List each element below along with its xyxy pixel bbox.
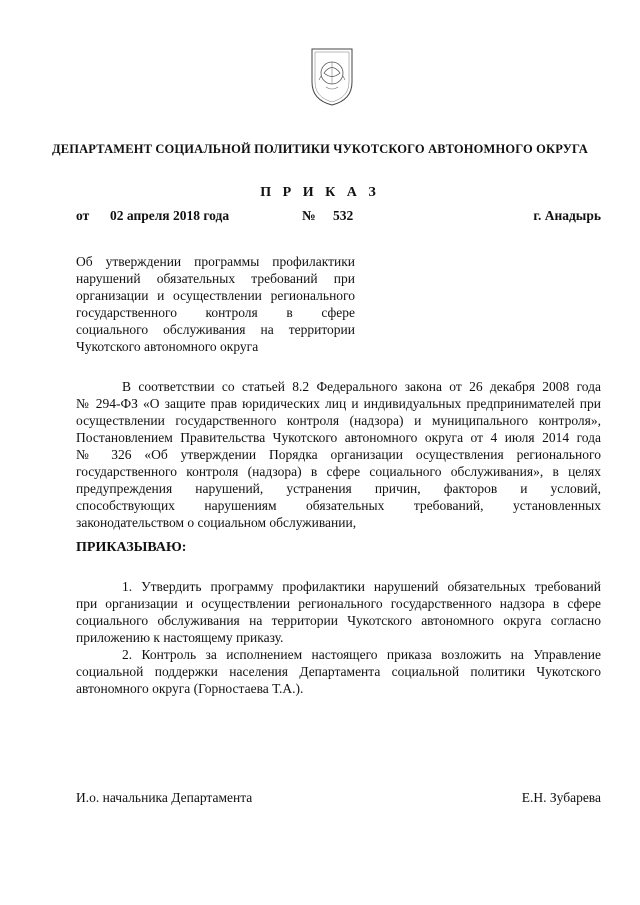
item-line: социального обслуживания на территории Чукотского автономного округа согласно [76,613,601,628]
order-subject [76,253,355,355]
item-line: 2. Контроль за исполнением настоящего приказа возложить на Управление [122,647,601,662]
subject-line: государственного контроля в сфере [76,305,355,320]
subject-line: организации и осуществлении регионального [76,288,355,303]
preamble-line: способствующих нарушениям обязательных требований, установленных [76,498,601,513]
subject-line: Чукотского автономного округа [76,339,259,354]
item-line: 1. Утвердить программу профилактики нарушений обязательных требований [122,579,601,594]
order-date: 02 апреля 2018 года [110,208,230,223]
preamble-paragraph [76,378,601,531]
subject-line: нарушений обязательных требований при [76,271,355,286]
preamble-line: № 326 «Об утверждении Порядка организации осуществления регионального [76,447,601,462]
preamble-line: предупреждения нарушений, устранения причин, факторов и условий, [76,481,601,496]
subject-line: Об утверждении программы профилактики [76,254,355,269]
preamble-line: законодательством о социальном обслуживании, [76,515,357,530]
document-type: П Р И К А З [260,185,380,200]
signatory-position: И.о. начальника Департамента [76,790,253,805]
order-items [76,578,601,697]
item-line: социальной поддержки населения Департамента социальной политики Чукотского [76,664,601,679]
preamble-line: № 294-ФЗ «О защите прав юридических лиц и индивидуальных предпринимателей при [76,396,601,411]
order-place: г. Анадырь [533,208,601,223]
preamble-line: В соответствии со статьей 8.2 Федерального закона от 26 декабря 2008 года [122,379,601,394]
decree-heading: ПРИКАЗЫВАЮ: [76,540,187,555]
signatory-name: Е.Н. Зубарева [521,790,601,805]
preamble-line: Постановлением Правительства Чукотского автономного округа от 4 июля 2014 года [76,430,601,445]
department-name: ДЕПАРТАМЕНТ СОЦИАЛЬНОЙ ПОЛИТИКИ ЧУКОТСКОГО АВТОНОМНОГО ОКРУГА [52,142,588,156]
order-number-label: № [302,208,316,223]
order-number: 532 [333,208,354,223]
item-line: автономного округа (Горностаева Т.А.). [76,681,304,696]
preamble-line: осуществлении государственного контроля (надзора) и муниципального контроля», [76,413,601,428]
coat-of-arms-icon [309,46,355,108]
preamble-line: государственного контроля (надзора) в сфере социального обслуживания», в целях [76,464,601,479]
item-line: приложению к настоящему приказу. [76,630,284,645]
order-from-label: от [76,208,90,223]
item-line: при организации и осуществлении регионального государственного надзора в сфере [76,596,601,611]
subject-line: социального обслуживания на территории [76,322,355,337]
